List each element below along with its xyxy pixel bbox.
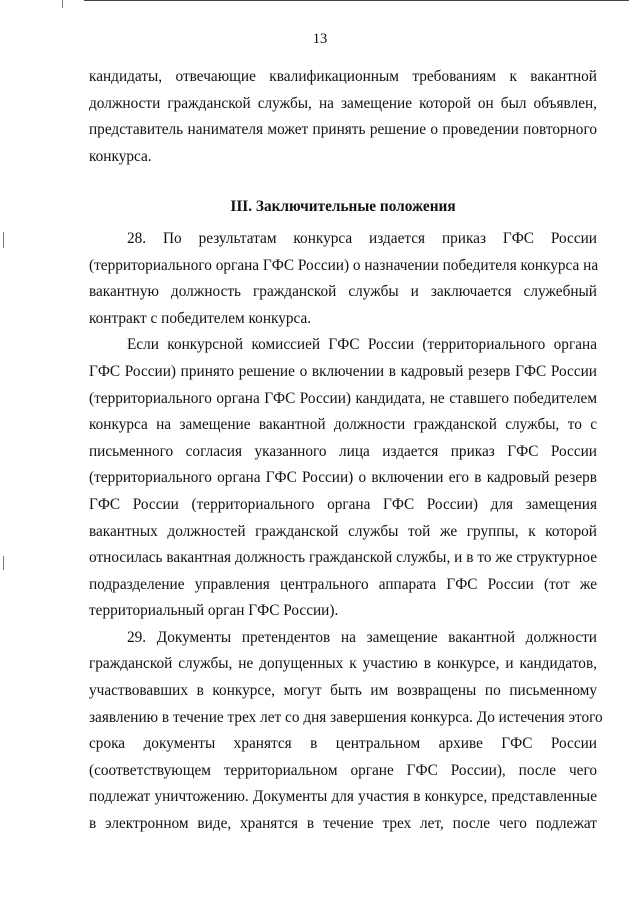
text-line: письменного согласия указанного лица издается приказ ГФС России	[89, 442, 597, 460]
text-line: подразделение управления центрального аппарата ГФС России (тот же	[89, 575, 597, 593]
text-line: в электронном виде, хранятся в течение трех лет, после чего подлежат	[89, 815, 597, 833]
text-line: ГФС России) принято решение о включении в кадровый резерв ГФС России	[89, 362, 597, 380]
text-line: 28. По результатам конкурса издается приказ ГФС России	[127, 229, 597, 247]
text-line: (территориального органа ГФС России) о назначении победителя конкурса на	[89, 256, 599, 274]
text-line: 29. Документы претендентов на замещение вакантной должности	[127, 628, 597, 646]
page-number: 13	[312, 31, 328, 47]
text-line: вакантных должностей гражданской службы той же группы, к которой	[89, 522, 597, 540]
top-scan-rule	[84, 0, 629, 1]
text-line: контракт с победителем конкурса.	[89, 309, 312, 327]
text-line: конкурса.	[89, 147, 152, 165]
text-line: территориальный орган ГФС России).	[89, 602, 339, 620]
scan-mark	[3, 556, 4, 570]
paragraph-28	[89, 226, 597, 332]
text-line: вакантную должность гражданской службы и заключается служебный	[89, 283, 597, 301]
paragraph-28-continued	[89, 332, 597, 625]
text-line: Если конкурсной комиссией ГФС России (территориального органа	[127, 336, 597, 354]
text-line: гражданской службы, не допущенных к участию в конкурсе, и кандидатов,	[89, 655, 597, 673]
paragraph-continued	[89, 64, 597, 170]
text-line: конкурса на замещение вакантной должности гражданской службы, то с	[89, 416, 597, 434]
text-line: подлежат уничтожению. Документы для участия в конкурсе, представленные	[89, 788, 597, 806]
paragraph-29	[89, 625, 603, 838]
text-line: кандидаты, отвечающие квалификационным требованиям к вакантной	[89, 68, 597, 85]
text-line: (территориального органа ГФС России) кандидата, не ставшего победителем	[89, 389, 597, 407]
text-line: (территориального органа ГФС России) о включении его в кадровый резерв	[89, 469, 597, 487]
text-line: участвовавших в конкурсе, могут быть им возвращены по письменному	[89, 682, 597, 700]
document-body	[89, 64, 603, 838]
text-line: (соответствующем территориальном органе ГФС России), после чего	[89, 761, 597, 779]
section-heading: III. Заключительные положения	[230, 198, 456, 216]
text-line: ГФС России (территориального органа ГФС России) для замещения	[89, 495, 597, 513]
scan-mark	[3, 232, 4, 248]
text-line: срока документы хранятся в центральном архиве ГФС России	[89, 735, 597, 753]
text-line: относилась вакантная должность гражданской службы, и в то же структурное	[89, 549, 597, 567]
scan-mark	[62, 0, 63, 8]
text-line: заявлению в течение трех лет со дня завершения конкурса. До истечения этого	[89, 708, 603, 726]
text-line: должности гражданской службы, на замещение которой он был объявлен,	[89, 94, 597, 112]
text-line: представитель нанимателя может принять решение о проведении повторного	[89, 121, 597, 139]
